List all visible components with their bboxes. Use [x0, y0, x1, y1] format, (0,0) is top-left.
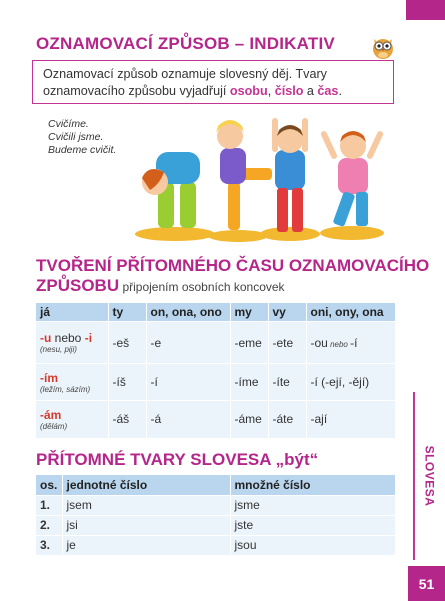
person-number: 3. — [36, 535, 62, 555]
header-oni: oni, ony, ona — [306, 303, 396, 322]
ja-cell: -ám (dělám) — [36, 401, 108, 438]
header-ty: ty — [108, 303, 146, 322]
header-plural: množné číslo — [230, 475, 396, 495]
owl-icon — [370, 34, 396, 60]
vy-cell: -ete — [268, 322, 306, 364]
vy-cell: -áte — [268, 401, 306, 438]
my-cell: -íme — [230, 364, 268, 401]
conjugation-heading-line-1: TVOŘENÍ PŘÍTOMNÉHO ČASU OZNAMOVACÍHO — [36, 256, 430, 275]
ty-cell: -eš — [108, 322, 146, 364]
my-cell: -áme — [230, 401, 268, 438]
on-cell: -á — [146, 401, 230, 438]
ja-cell: -ím (ležím, sázím) — [36, 364, 108, 401]
header-singular: jednotné číslo — [62, 475, 230, 495]
header-on: on, ona, ono — [146, 303, 230, 322]
table-row — [36, 401, 396, 438]
example-text: (ležím, sázím) — [40, 384, 91, 394]
definition-line-1: Oznamovací způsob oznamuje slovesný děj. Tvary — [43, 67, 327, 81]
byt-table — [36, 475, 396, 555]
table-row — [36, 535, 396, 555]
example-text: (nesu, piji) — [40, 345, 77, 354]
plural-cell: jste — [230, 515, 396, 535]
side-chapter-label: SLOVESA — [422, 445, 437, 507]
top-page-tab — [406, 0, 445, 20]
conjugation-heading-line-2: ZPŮSOBU připojením osobních koncovek — [36, 276, 285, 295]
emphasis-osobu: osobu — [229, 84, 268, 98]
conjugation-subheading: připojením osobních koncovek — [119, 280, 285, 294]
exercising-children-illustration — [120, 112, 390, 244]
vy-cell: -íte — [268, 364, 306, 401]
definition-box — [32, 60, 394, 104]
plural-cell: jsme — [230, 495, 396, 515]
person-number: 1. — [36, 495, 62, 515]
table-header-row — [36, 475, 396, 495]
singular-cell: jsi — [62, 515, 230, 535]
person-number: 2. — [36, 515, 62, 535]
speech-text — [48, 118, 116, 157]
on-cell: -e — [146, 322, 230, 364]
emphasis-cas: čas — [317, 84, 339, 98]
ty-cell: -íš — [108, 364, 146, 401]
singular-cell: je — [62, 535, 230, 555]
table-row — [36, 322, 396, 364]
page-number: 51 — [408, 566, 445, 601]
oni-cell: -ou nebo -í — [306, 322, 396, 364]
header-os: os. — [36, 475, 62, 495]
my-cell: -eme — [230, 322, 268, 364]
ty-cell: -áš — [108, 401, 146, 438]
section-title: OZNAMOVACÍ ZPŮSOB – INDIKATIV — [36, 34, 335, 53]
byt-heading: PŘÍTOMNÉ TVARY SLOVESA „být“ — [36, 450, 319, 469]
oni-cell: -ají — [306, 401, 396, 438]
speech-line-3: Budeme cvičit. — [48, 144, 117, 156]
header-vy: vy — [268, 303, 306, 322]
table-row — [36, 515, 396, 535]
singular-cell: jsem — [62, 495, 230, 515]
header-my: my — [230, 303, 268, 322]
emphasis-cislo: číslo — [274, 84, 304, 98]
table-row — [36, 364, 396, 401]
oni-cell: -í (-ejí, -ějí) — [306, 364, 396, 401]
plural-cell: jsou — [230, 535, 396, 555]
ja-cell: -u nebo -i (nesu, piji) — [36, 322, 108, 364]
header-ja: já — [36, 303, 108, 322]
speech-line-1: Cvičíme. — [48, 118, 89, 130]
conjugation-table — [36, 303, 396, 438]
side-divider — [413, 392, 415, 560]
table-header-row — [36, 303, 396, 322]
table-row — [36, 495, 396, 515]
definition-line-2: oznamovacího způsobu vyjadřují osobu, číslo a čas. — [43, 84, 342, 98]
example-text: (dělám) — [40, 421, 68, 431]
on-cell: -í — [146, 364, 230, 401]
speech-line-2: Cvičili jsme. — [48, 131, 104, 143]
